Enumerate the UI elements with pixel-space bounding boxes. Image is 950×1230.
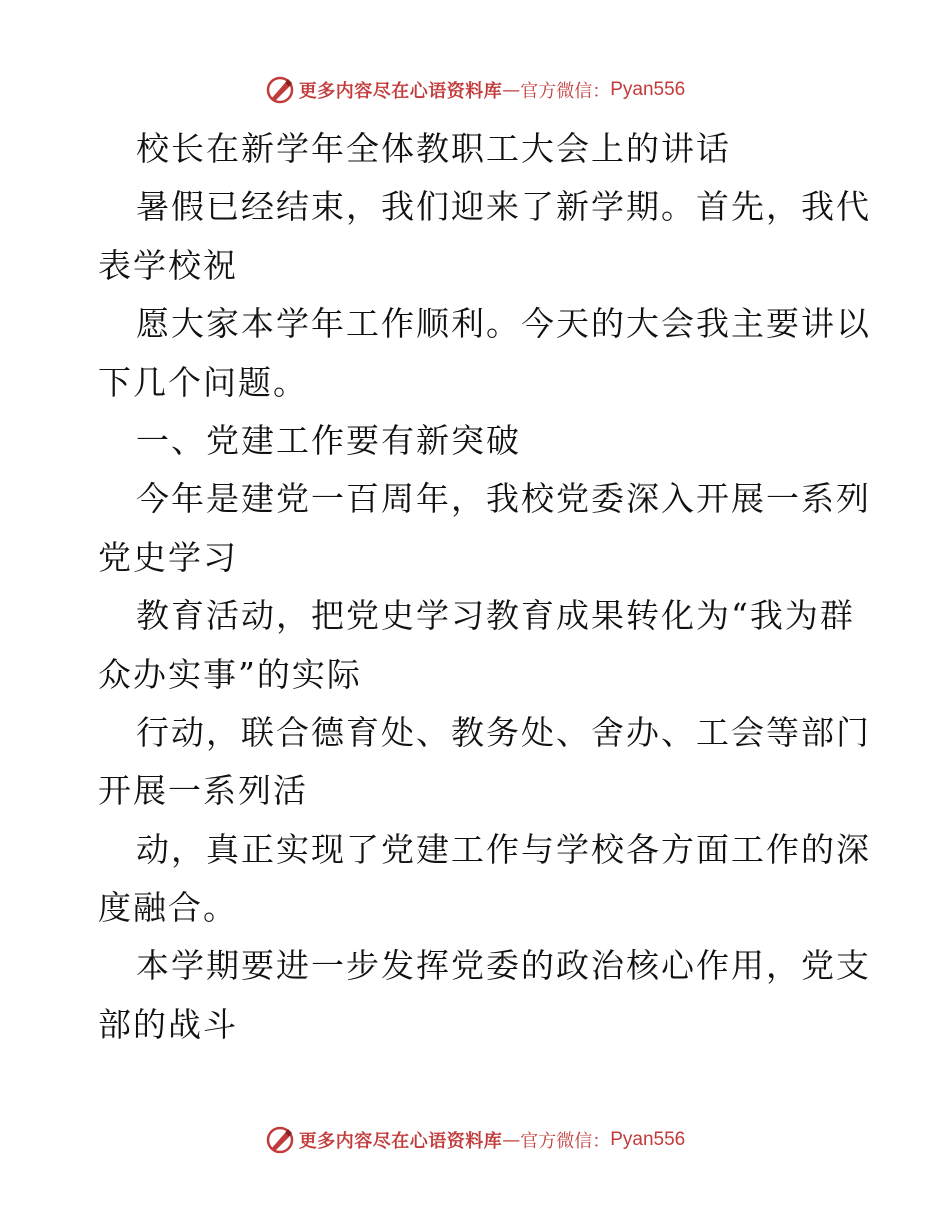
section-heading: 一、党建工作要有新突破 <box>136 420 521 460</box>
banner-wechat-label: 官方微信： <box>520 1131 611 1152</box>
paragraph-line: 教育活动，把党史学习教育成果转化为“我为群 <box>136 596 855 636</box>
banner-dash: — <box>502 79 521 101</box>
banner-wechat-label: 官方微信： <box>520 81 611 102</box>
paragraph-line: 众办实事”的实际 <box>98 654 362 694</box>
paragraph-line: 行动，联合德育处、教务处、舍办、工会等部门 <box>136 712 871 752</box>
banner-wechat-id: Pyan556 <box>610 79 686 100</box>
paragraph-line: 开展一系列活 <box>98 771 308 811</box>
banner-dash: — <box>502 1129 521 1151</box>
paragraph-line: 党史学习 <box>98 537 238 577</box>
header-banner <box>0 70 950 110</box>
paragraph-line: 部的战斗 <box>98 1004 238 1044</box>
pen-logo-icon <box>265 75 295 105</box>
paragraph-line: 今年是建党一百周年，我校党委深入开展一系列 <box>136 479 871 519</box>
paragraph-line: 暑假已经结束，我们迎来了新学期。首先，我代 <box>136 187 871 227</box>
paragraph-line: 度融合。 <box>98 888 238 928</box>
banner-text: 更多内容尽在心语资料库 <box>298 81 503 102</box>
paragraph-line: 动，真正实现了党建工作与学校各方面工作的深 <box>136 829 871 869</box>
banner-text: 更多内容尽在心语资料库 <box>298 1131 503 1152</box>
paragraph-line: 表学校祝 <box>98 245 238 285</box>
banner-wechat-id: Pyan556 <box>610 1129 686 1150</box>
document-body <box>98 120 871 1054</box>
paragraph-line: 愿大家本学年工作顺利。今天的大会我主要讲以 <box>136 304 871 344</box>
document-title: 校长在新学年全体教职工大会上的讲话 <box>136 129 731 168</box>
footer-banner <box>0 1120 950 1160</box>
paragraph-line: 本学期要进一步发挥党委的政治核心作用，党支 <box>136 946 871 986</box>
paragraph-line: 下几个问题。 <box>98 362 308 402</box>
pen-logo-icon <box>265 1125 295 1155</box>
